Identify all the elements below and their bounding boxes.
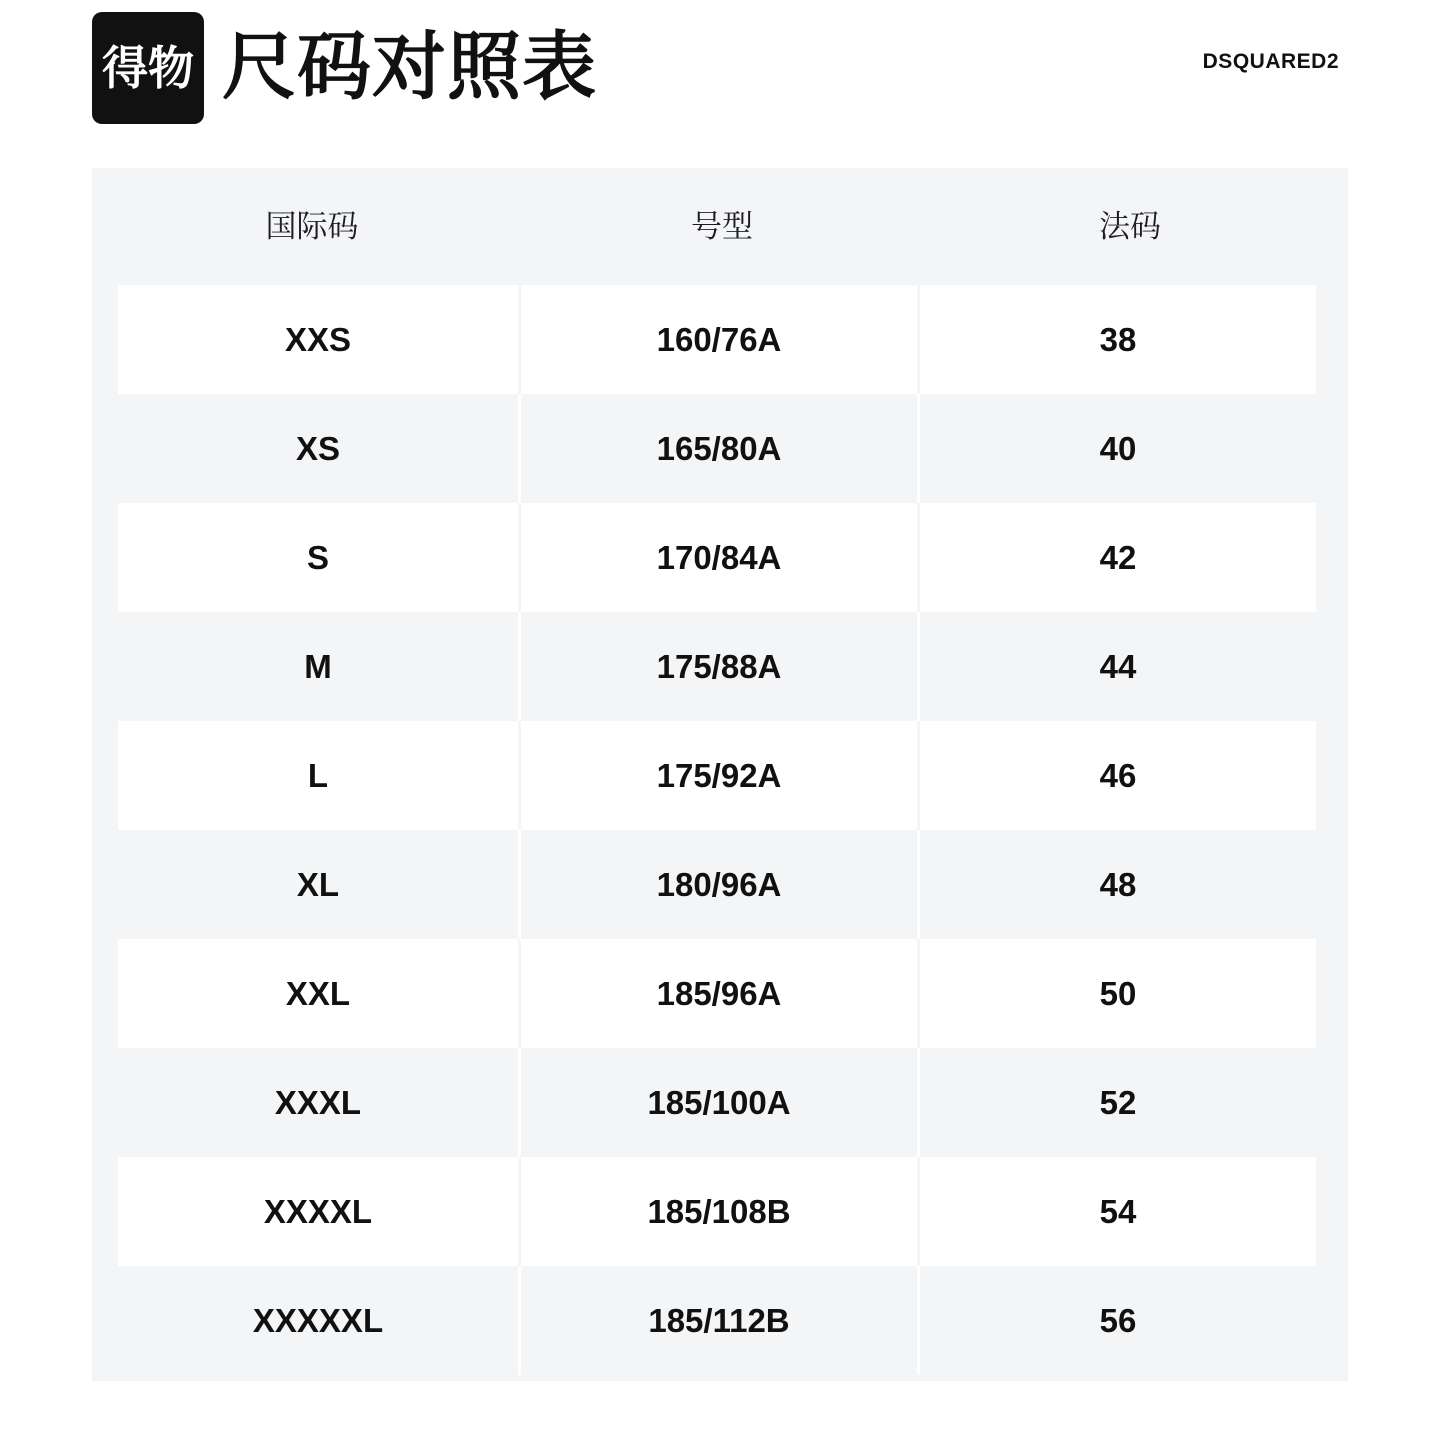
cell-french: 56 <box>920 1266 1316 1375</box>
table-row <box>118 939 1322 1048</box>
table-row <box>118 1048 1322 1157</box>
cell-spec: 170/84A <box>518 503 920 612</box>
cell-french: 50 <box>920 939 1316 1048</box>
cell-international: XXXXXL <box>118 1266 518 1375</box>
table-body <box>118 285 1322 1375</box>
cell-international: XXL <box>118 939 518 1048</box>
table-row <box>118 503 1322 612</box>
cell-international: XS <box>118 394 518 503</box>
dewu-logo-label: 得物 <box>102 41 194 95</box>
page-title: 尺码对照表 <box>222 24 597 110</box>
cell-international: XXS <box>118 285 518 394</box>
cell-international: XXXXL <box>118 1157 518 1266</box>
table-row <box>118 612 1322 721</box>
dewu-logo-badge <box>92 12 204 124</box>
table-row <box>118 1157 1322 1266</box>
column-header-international: 国际码 <box>265 208 359 245</box>
table-row <box>118 285 1322 394</box>
table-row <box>118 721 1322 830</box>
cell-spec: 185/108B <box>518 1157 920 1266</box>
cell-french: 48 <box>920 830 1316 939</box>
column-header-spec: 号型 <box>691 208 753 245</box>
table-row <box>118 394 1322 503</box>
cell-international: M <box>118 612 518 721</box>
cell-international: L <box>118 721 518 830</box>
cell-spec: 165/80A <box>518 394 920 503</box>
cell-spec: 185/96A <box>518 939 920 1048</box>
table-row <box>118 830 1322 939</box>
brand-name: DSQUARED2 <box>1202 50 1339 73</box>
cell-spec: 175/92A <box>518 721 920 830</box>
table-header-row <box>92 168 1348 278</box>
cell-international: S <box>118 503 518 612</box>
cell-french: 44 <box>920 612 1316 721</box>
cell-international: XL <box>118 830 518 939</box>
cell-french: 40 <box>920 394 1316 503</box>
cell-french: 42 <box>920 503 1316 612</box>
cell-french: 46 <box>920 721 1316 830</box>
page-header <box>0 0 1443 168</box>
cell-spec: 175/88A <box>518 612 920 721</box>
cell-french: 52 <box>920 1048 1316 1157</box>
cell-spec: 160/76A <box>518 285 920 394</box>
cell-french: 38 <box>920 285 1316 394</box>
cell-spec: 185/100A <box>518 1048 920 1157</box>
cell-spec: 185/112B <box>518 1266 920 1375</box>
column-header-french: 法码 <box>1099 208 1161 245</box>
table-row <box>118 1266 1322 1375</box>
cell-spec: 180/96A <box>518 830 920 939</box>
cell-french: 54 <box>920 1157 1316 1266</box>
cell-international: XXXL <box>118 1048 518 1157</box>
